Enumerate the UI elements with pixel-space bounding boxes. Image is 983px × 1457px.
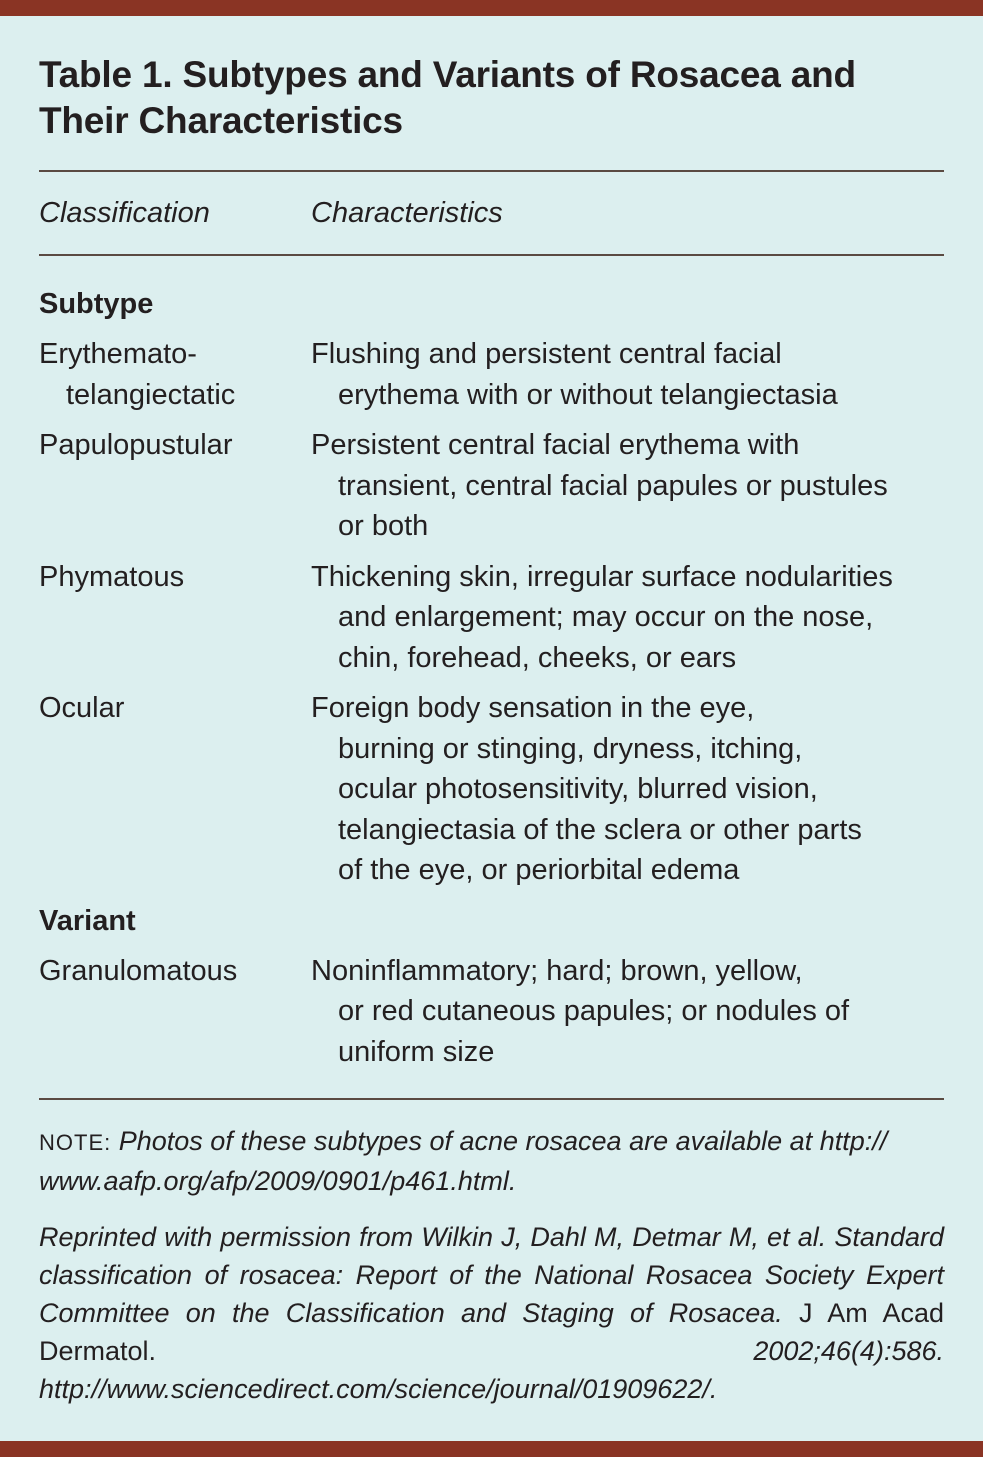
characteristics-cell <box>311 334 944 415</box>
classification-line: Granulomatous <box>39 954 238 987</box>
characteristics-line: burning or stinging, dryness, itching, <box>338 732 803 765</box>
characteristics-cell <box>311 557 944 679</box>
header-classification: Classification <box>39 196 210 229</box>
characteristics-cell <box>311 688 944 891</box>
characteristics-line: or both <box>338 510 429 542</box>
bottom-border-bar <box>0 1441 983 1457</box>
note-label: NOTE: <box>39 1130 112 1155</box>
note-text-line-2: www.aafp.org/afp/2009/0901/p461.html. <box>39 1166 517 1196</box>
classification-line: Phymatous <box>39 560 185 593</box>
section-label-variant: Variant <box>39 904 136 937</box>
table-row <box>39 334 944 415</box>
table-row <box>39 557 944 679</box>
characteristics-cell <box>311 425 944 547</box>
classification-cell <box>39 557 311 679</box>
table-body <box>39 256 944 1098</box>
reprint-journal: J Am Acad Dermatol. <box>39 1298 944 1366</box>
header-characteristics: Characteristics <box>311 196 503 229</box>
classification-cell <box>39 688 311 891</box>
classification-line: Erythemato- <box>39 338 197 370</box>
table-row <box>39 951 944 1073</box>
characteristics-line: of the eye, or periorbital edema <box>338 854 740 886</box>
classification-line: telangiectatic <box>66 378 236 411</box>
classification-line: Ocular <box>39 692 125 724</box>
table-row <box>39 688 944 891</box>
table-header-row <box>39 172 944 254</box>
notes-section <box>39 1122 944 1408</box>
characteristics-line: uniform size <box>338 1035 495 1068</box>
characteristics-line: Noninflammatory; hard; brown, yellow, <box>311 954 803 987</box>
table-bottom-rule <box>39 1098 944 1100</box>
characteristics-line: chin, forehead, cheeks, or ears <box>338 641 737 674</box>
classification-cell <box>39 425 311 547</box>
reprint-citation <box>39 1218 944 1408</box>
characteristics-line: Flushing and persistent central facial <box>311 338 782 370</box>
characteristics-line: erythema with or without telangiectasia <box>338 378 838 411</box>
characteristics-line: Persistent central facial erythema with <box>311 429 800 461</box>
characteristics-cell <box>311 951 944 1073</box>
classification-cell <box>39 334 311 415</box>
characteristics-line: and enlargement; may occur on the nose, <box>338 601 874 633</box>
title-line-1: Table 1. Subtypes and Variants of Rosacea and <box>39 54 856 95</box>
characteristics-line: Thickening skin, irregular surface nodularities <box>311 560 893 593</box>
table-container <box>39 52 944 1408</box>
note-text-line-1: Photos of these subtypes of acne rosacea are available at http:// <box>118 1126 888 1156</box>
characteristics-line: ocular photosensitivity, blurred vision, <box>338 773 818 805</box>
reprint-text-part-1: Reprinted with permission from Wilkin J, Dahl M, Detmar M, et al. Standard classification of rosacea: Report of the National Rosacea Society Expert Committee on the Classification and Staging of Rosacea. <box>39 1222 944 1328</box>
table-title <box>39 52 944 144</box>
characteristics-line: transient, central facial papules or pustules <box>338 469 888 502</box>
table-row <box>39 425 944 547</box>
classification-line: Papulopustular <box>39 429 233 461</box>
reprint-text-part-3: 2002;46(4):586. http://www.sciencedirect.com/science/journal/01909622/. <box>39 1336 944 1404</box>
classification-cell <box>39 951 311 1073</box>
note-paragraph <box>39 1122 944 1200</box>
characteristics-line: telangiectasia of the sclera or other parts <box>338 813 862 846</box>
characteristics-line: or red cutaneous papules; or nodules of <box>338 995 850 1027</box>
top-border-bar <box>0 0 983 16</box>
title-line-2: Their Characteristics <box>39 100 403 141</box>
characteristics-line: Foreign body sensation in the eye, <box>311 692 755 724</box>
section-label-subtype: Subtype <box>39 288 154 320</box>
